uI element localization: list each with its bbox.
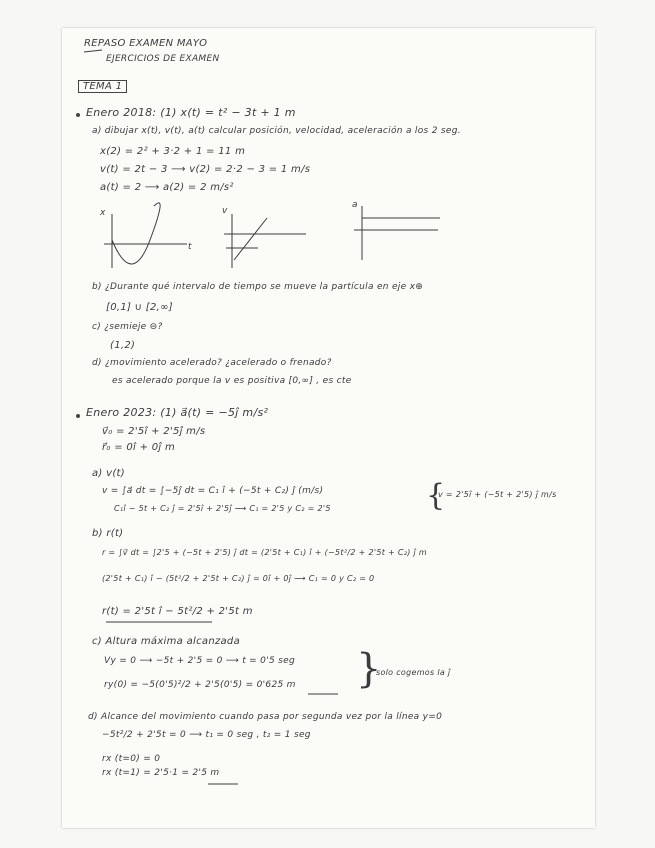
ex2-d-line3: rx (t=1) = 2'5·1 = 2'5 m — [102, 768, 220, 778]
ex2-d-line2: rx (t=0) = 0 — [102, 754, 161, 764]
tema-label: TEMA 1 — [78, 80, 127, 93]
ex2-a-question: a) v(t) — [92, 468, 125, 479]
ex2-a-result: v = 2'5î + (−5t + 2'5) ĵ m/s — [438, 490, 557, 499]
ex1-d-answer: es acelerado porque la v es positiva [0,∞] , es cte — [112, 376, 352, 386]
ex2-a-line2: C₁î − 5t + C₂ ĵ = 2'5î + 2'5ĵ ⟶ C₁ = 2'5 y C₂ = 2'5 — [114, 504, 331, 513]
ex1-b-question: b) ¿Durante qué intervalo de tiempo se mueve la partícula en eje x⊕ — [92, 282, 424, 292]
title-mark — [84, 50, 102, 52]
ex1-d-question: d) ¿movimiento acelerado? ¿acelerado o frenado? — [92, 358, 332, 368]
ex2-b-line3: r(t) = 2'5t î − 5t²/2 + 2'5t m — [102, 606, 253, 617]
ex2-c-line2: ry(0) = −5(0'5)²/2 + 2'5(0'5) = 0'625 m — [104, 680, 296, 690]
a-graph-ylabel: a — [352, 200, 358, 210]
page-subtitle: EJERCICIOS DE EXAMEN — [106, 54, 220, 64]
ex1-c-answer: (1,2) — [110, 340, 136, 351]
ex1-a-line2: v(t) = 2t − 3 ⟶ v(2) = 2·2 − 3 = 1 m/s — [100, 164, 311, 175]
x-graph-xlabel: t — [188, 242, 192, 252]
ex2-r0: r⃗₀ = 0î + 0ĵ m — [102, 442, 175, 453]
ex1-a-line1: x(2) = 2² + 3·2 + 1 = 11 m — [100, 146, 246, 157]
brace: { — [426, 478, 446, 513]
ex1-a-line3: a(t) = 2 ⟶ a(2) = 2 m/s² — [100, 182, 234, 193]
ex2-c-question: c) Altura máxima alcanzada — [92, 636, 241, 647]
ex1-c-question: c) ¿semieje ⊖? — [92, 322, 163, 332]
ex2-b-question: b) r(t) — [92, 528, 124, 539]
ex1-a-question: a) dibujar x(t), v(t), a(t) calcular posición, velocidad, aceleración a los 2 seg. — [92, 126, 461, 136]
v-graph-ylabel: v — [222, 206, 228, 216]
ex2-d-line1: −5t²/2 + 2'5t = 0 ⟶ t₁ = 0 seg , t₂ = 1 seg — [102, 730, 311, 740]
page-title: REPASO EXAMEN MAYO — [84, 38, 208, 49]
ex2-d-question: d) Alcance del movimiento cuando pasa por segunda vez por la línea y=0 — [88, 712, 443, 722]
ex2-v0: v⃗₀ = 2'5î + 2'5ĵ m/s — [102, 426, 206, 437]
notebook-page — [62, 28, 595, 828]
ex2-b-line1: r = ∫v⃗ dt = ∫2'5 + (−5t + 2'5) ĵ dt = (2'5t + C₁) î + (−5t²/2 + 2'5t + C₂) ĵ m — [102, 548, 427, 557]
x-graph-ylabel: x — [100, 208, 106, 218]
ex2-a-line1: v = ∫a⃗ dt = ∫−5ĵ dt = C₁ î + (−5t + C₂) ĵ (m/s) — [102, 486, 324, 496]
ex2-title: Enero 2023: (1) a⃗(t) = −5ĵ m/s² — [86, 406, 269, 419]
brace: } — [356, 646, 382, 692]
ex1-title: Enero 2018: (1) x(t) = t² − 3t + 1 m — [86, 106, 296, 119]
underlines — [62, 28, 595, 828]
ex2-c-line1: Vy = 0 ⟶ −5t + 2'5 = 0 ⟶ t = 0'5 seg — [104, 656, 296, 666]
ex2-b-line2: (2'5t + C₁) î − (5t²/2 + 2'5t + C₂) ĵ = 0î + 0ĵ ⟶ C₁ = 0 y C₂ = 0 — [102, 574, 375, 583]
ex1-b-answer: [0,1] ∪ [2,∞] — [106, 302, 173, 313]
ex2-c-note: solo cogemos la ĵ — [376, 668, 451, 677]
